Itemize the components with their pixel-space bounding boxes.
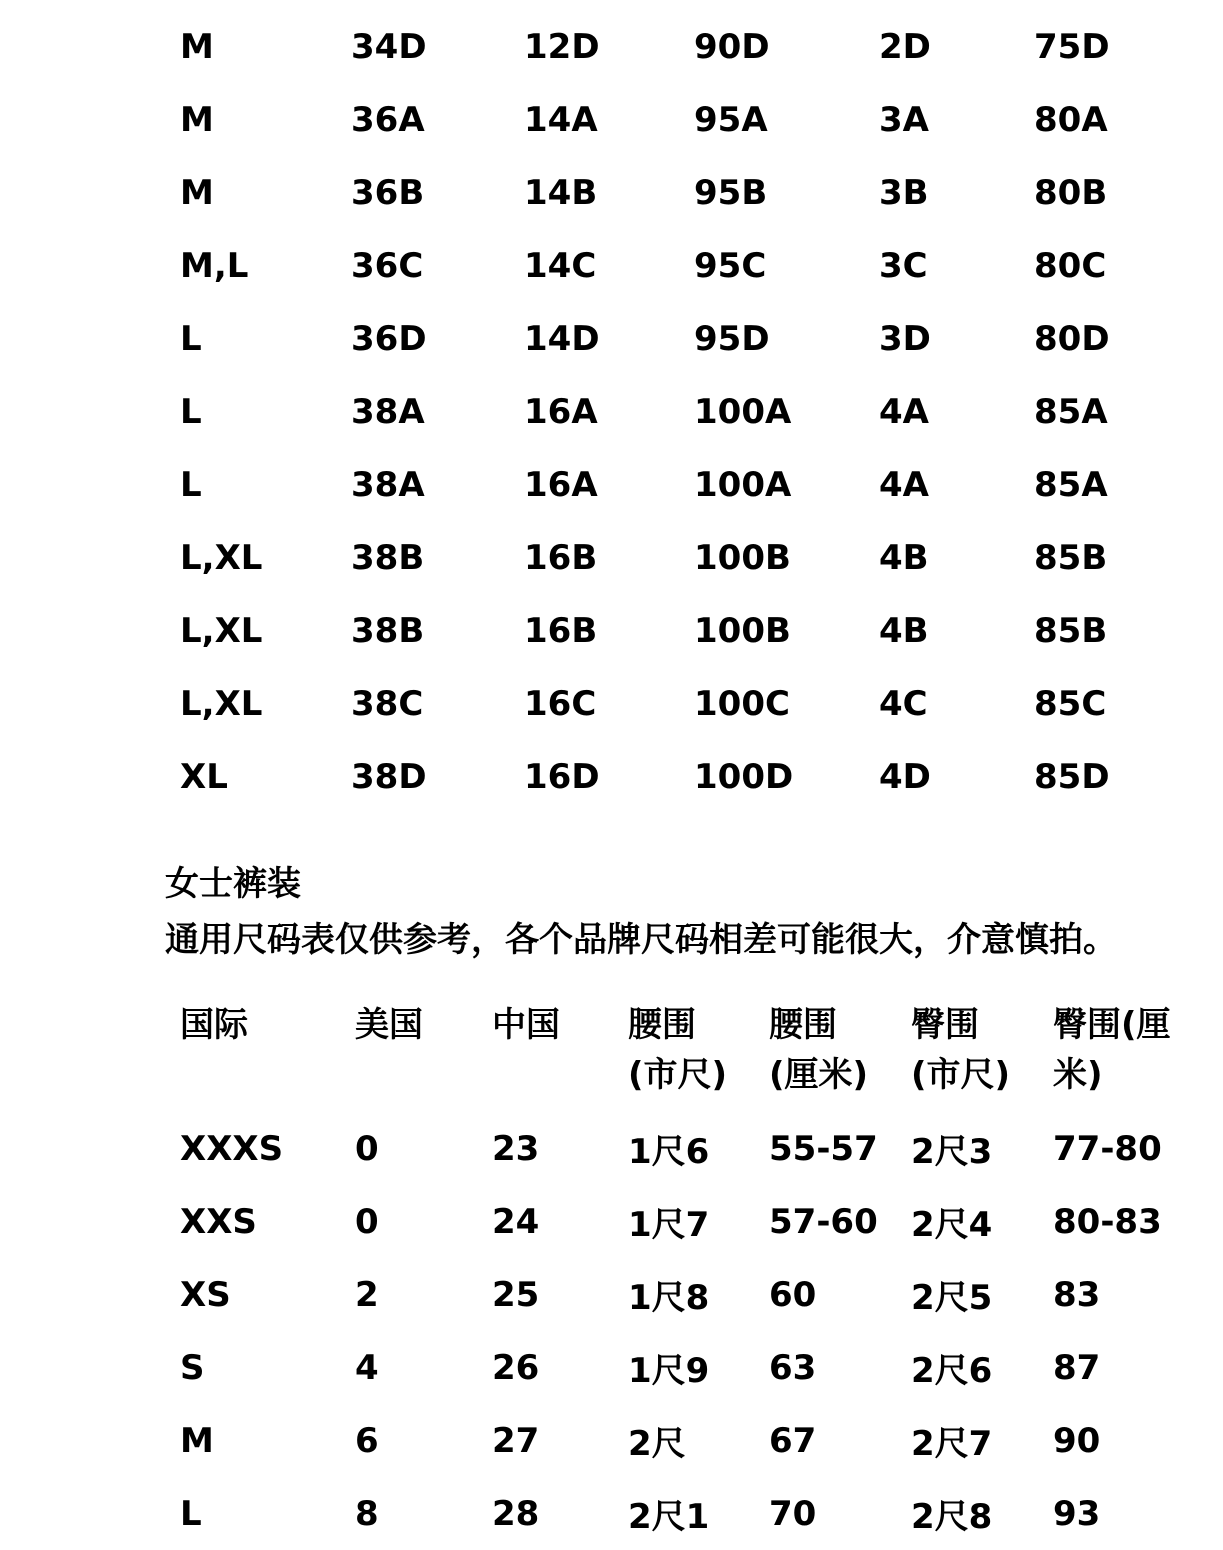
table-cell: 4A <box>879 464 929 505</box>
table-cell: 95C <box>694 245 767 286</box>
header-line: 米) <box>1053 1055 1103 1095</box>
table-cell: 90 <box>1053 1420 1101 1461</box>
table-cell: 1尺6 <box>628 1132 710 1172</box>
table-row <box>180 1331 1193 1404</box>
table-cell: 38B <box>351 537 425 578</box>
table-cell: 27 <box>492 1420 540 1461</box>
table-cell: 100B <box>694 537 791 578</box>
table-cell: L <box>180 318 202 359</box>
table-cell: 80C <box>1034 245 1107 286</box>
table-cell: 4C <box>879 683 928 724</box>
column-header <box>911 1000 1053 1112</box>
table-cell: 34D <box>351 26 427 67</box>
table-cell: 85B <box>1034 610 1108 651</box>
table-cell: 85B <box>1034 537 1108 578</box>
table-cell: 25 <box>492 1274 540 1315</box>
table-cell: 2尺6 <box>911 1351 993 1391</box>
table-row <box>180 10 1184 83</box>
table-cell: 16A <box>524 391 598 432</box>
table-cell: 38A <box>351 464 425 505</box>
table-cell: 3A <box>879 99 929 140</box>
table-row <box>180 740 1184 813</box>
table-cell: L <box>180 464 202 505</box>
table-cell: 8 <box>355 1493 379 1534</box>
section-title: 女士裤装 <box>165 864 301 904</box>
table-cell: XS <box>180 1274 231 1315</box>
table-row <box>180 448 1184 521</box>
table-cell: 38D <box>351 756 427 797</box>
table-cell: 38A <box>351 391 425 432</box>
table-cell: 95D <box>694 318 770 359</box>
table-row <box>180 229 1184 302</box>
table-cell: 93 <box>1053 1493 1101 1534</box>
table-row <box>180 83 1184 156</box>
column-header <box>628 1000 769 1112</box>
column-header <box>769 1000 911 1112</box>
table-row <box>180 594 1184 667</box>
table-cell: 36B <box>351 172 425 213</box>
column-header <box>180 1000 355 1112</box>
table-cell: 4 <box>355 1347 379 1388</box>
table-cell: 2尺7 <box>911 1424 993 1464</box>
table-cell: 14B <box>524 172 598 213</box>
table-cell: M <box>180 1420 214 1461</box>
table-cell: XXXS <box>180 1128 284 1169</box>
table-cell: M,L <box>180 245 249 286</box>
table-cell: 1尺8 <box>628 1278 710 1318</box>
table-row <box>180 1404 1193 1477</box>
table-row <box>180 1112 1193 1185</box>
table-cell: 85D <box>1034 756 1110 797</box>
table-cell: 2D <box>879 26 931 67</box>
table-cell: 16D <box>524 756 600 797</box>
column-header <box>492 1000 628 1112</box>
table-cell: 85A <box>1034 391 1108 432</box>
table-cell: 2尺4 <box>911 1205 993 1245</box>
table-cell: 6 <box>355 1420 379 1461</box>
table-cell: 95A <box>694 99 768 140</box>
table-cell: 60 <box>769 1274 817 1315</box>
table-cell: M <box>180 26 214 67</box>
table-cell: 4D <box>879 756 931 797</box>
table-row <box>180 521 1184 594</box>
table-cell: 3B <box>879 172 929 213</box>
table-row <box>180 302 1184 375</box>
table-cell: 77-80 <box>1053 1128 1162 1169</box>
table-cell: 100B <box>694 610 791 651</box>
table-cell: 16A <box>524 464 598 505</box>
table-cell: 26 <box>492 1347 540 1388</box>
pants-size-rows <box>180 1112 1193 1550</box>
table-cell: 55-57 <box>769 1128 878 1169</box>
pants-size-table <box>180 1000 1193 1550</box>
header-line: 腰围 <box>628 1005 696 1045</box>
table-cell: L <box>180 391 202 432</box>
table-row <box>180 156 1184 229</box>
table-cell: L <box>180 1493 202 1534</box>
table-cell: L,XL <box>180 683 263 724</box>
table-header <box>180 1000 1193 1112</box>
table-cell: 14C <box>524 245 597 286</box>
header-line: 国际 <box>180 1005 248 1045</box>
header-line: 腰围 <box>769 1005 837 1045</box>
header-line: (厘米) <box>769 1055 869 1095</box>
table-cell: 4A <box>879 391 929 432</box>
table-cell: 1尺9 <box>628 1351 710 1391</box>
table-row <box>180 375 1184 448</box>
table-cell: 57-60 <box>769 1201 878 1242</box>
table-cell: 100D <box>694 756 794 797</box>
table-cell: 67 <box>769 1420 817 1461</box>
table-cell: M <box>180 172 214 213</box>
table-cell: 14A <box>524 99 598 140</box>
table-cell: 0 <box>355 1201 379 1242</box>
table-cell: 36C <box>351 245 424 286</box>
table-cell: XL <box>180 756 228 797</box>
table-cell: 4B <box>879 537 929 578</box>
table-cell: 1尺7 <box>628 1205 710 1245</box>
column-header <box>1053 1000 1193 1112</box>
header-line: 美国 <box>355 1005 423 1045</box>
table-row <box>180 667 1184 740</box>
table-cell: 14D <box>524 318 600 359</box>
bra-size-rows <box>180 10 1184 813</box>
table-cell: 100A <box>694 464 792 505</box>
table-cell: M <box>180 99 214 140</box>
table-cell: 80D <box>1034 318 1110 359</box>
header-line: 中国 <box>492 1005 560 1045</box>
table-cell: 87 <box>1053 1347 1101 1388</box>
table-cell: 75D <box>1034 26 1110 67</box>
header-line: (市尺) <box>628 1055 728 1095</box>
table-cell: 100A <box>694 391 792 432</box>
header-line: 臀围 <box>911 1005 979 1045</box>
table-cell: 2 <box>355 1274 379 1315</box>
table-cell: 2尺1 <box>628 1497 710 1537</box>
table-cell: 28 <box>492 1493 540 1534</box>
table-cell: 38C <box>351 683 424 724</box>
table-cell: 85A <box>1034 464 1108 505</box>
table-cell: L,XL <box>180 537 263 578</box>
table-cell: 2尺3 <box>911 1132 993 1172</box>
table-cell: 24 <box>492 1201 540 1242</box>
table-cell: S <box>180 1347 205 1388</box>
table-cell: 95B <box>694 172 768 213</box>
table-cell: 2尺5 <box>911 1278 993 1318</box>
table-cell: 36A <box>351 99 425 140</box>
table-cell: 90D <box>694 26 770 67</box>
table-cell: L,XL <box>180 610 263 651</box>
table-cell: 16B <box>524 537 598 578</box>
table-cell: 36D <box>351 318 427 359</box>
table-cell: 38B <box>351 610 425 651</box>
header-row <box>180 1000 1193 1112</box>
size-disclaimer: 通用尺码表仅供参考，各个品牌尺码相差可能很大，介意慎拍。 <box>165 920 1117 960</box>
table-row <box>180 1258 1193 1331</box>
table-cell: 70 <box>769 1493 817 1534</box>
table-cell: 63 <box>769 1347 817 1388</box>
table-cell: 2尺8 <box>911 1497 993 1537</box>
table-cell: 3D <box>879 318 931 359</box>
table-cell: 85C <box>1034 683 1107 724</box>
table-cell: 80-83 <box>1053 1201 1162 1242</box>
table-cell: 80A <box>1034 99 1108 140</box>
table-cell: 23 <box>492 1128 540 1169</box>
table-cell: 12D <box>524 26 600 67</box>
table-row <box>180 1185 1193 1258</box>
table-cell: 83 <box>1053 1274 1101 1315</box>
table-cell: 4B <box>879 610 929 651</box>
bra-size-table <box>180 10 1184 813</box>
table-cell: 3C <box>879 245 928 286</box>
header-line: (市尺) <box>911 1055 1011 1095</box>
table-cell: 2尺 <box>628 1424 686 1464</box>
table-row <box>180 1477 1193 1550</box>
table-cell: 16B <box>524 610 598 651</box>
table-cell: 80B <box>1034 172 1108 213</box>
table-cell: 0 <box>355 1128 379 1169</box>
table-cell: 16C <box>524 683 597 724</box>
column-header <box>355 1000 492 1112</box>
header-line: 臀围(厘 <box>1053 1005 1171 1045</box>
table-cell: 100C <box>694 683 790 724</box>
table-cell: XXS <box>180 1201 257 1242</box>
